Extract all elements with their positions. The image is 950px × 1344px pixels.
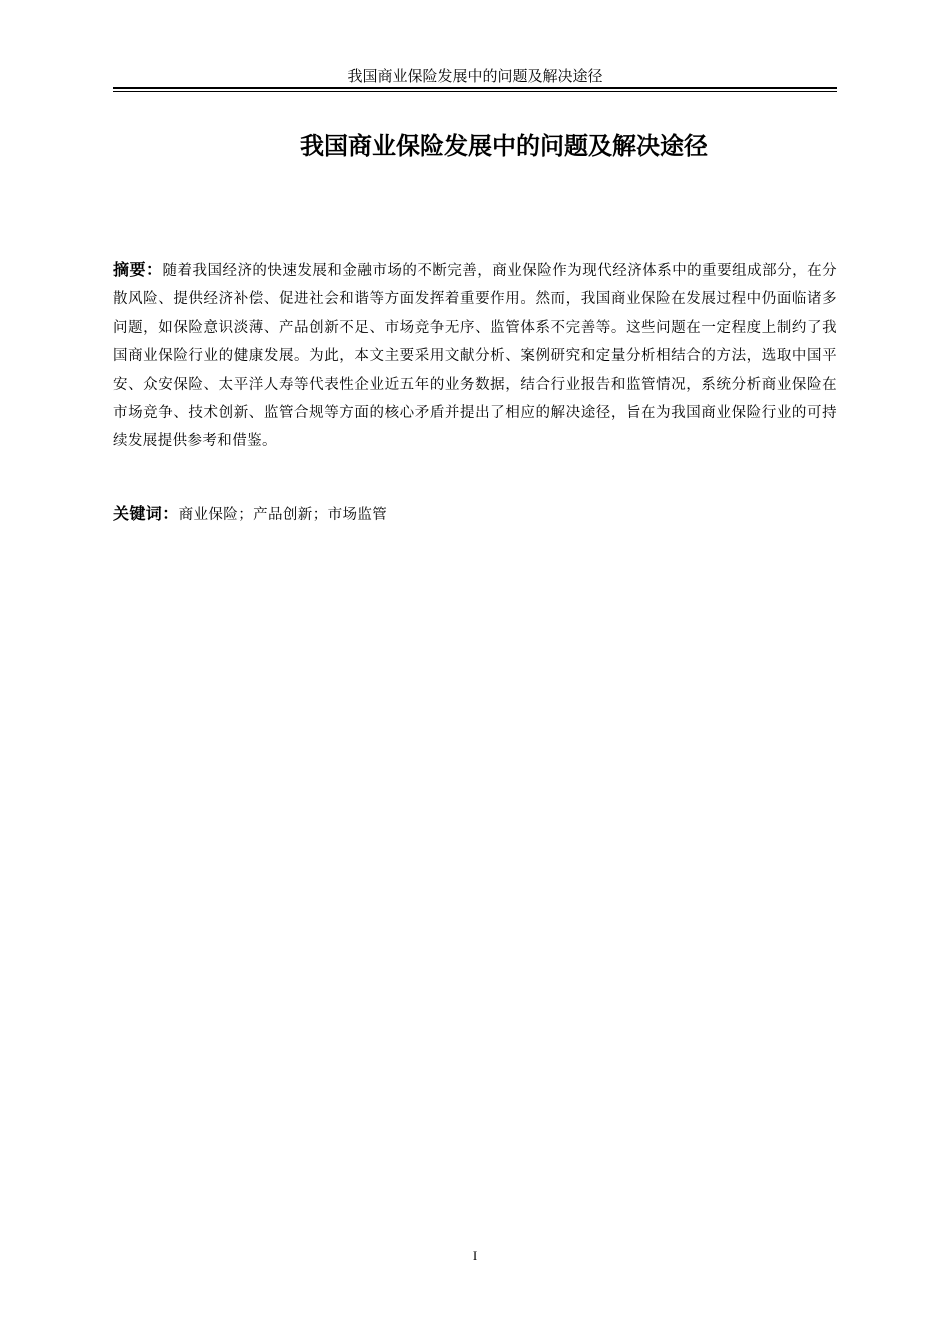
keywords-label: 关键词： (113, 504, 179, 523)
abstract-paragraph (113, 256, 837, 456)
running-header: 我国商业保险发展中的问题及解决途径 (347, 67, 603, 85)
abstract-label: 摘要： (113, 260, 163, 279)
abstract-text: 随着我国经济的快速发展和金融市场的不断完善，商业保险作为现代经济体系中的重要组成部分，在分散风险、提供经济补偿、促进社会和谐等方面发挥着重要作用。然而，我国商业保险在发展过程中仍面临诸多问题，如保险意识淡薄、产品创新不足、市场竞争无序、监管体系不完善等。这些问题在一定程度上制约了我国商业保险行业的健康发展。为此，本文主要采用文献分析、案例研究和定量分析相结合的方法，选取中国平安、众安保险、太平洋人寿等代表性企业近五年的业务数据，结合行业报告和监管情况，系统分析商业保险在市场竞争、技术创新、监管合规等方面的核心矛盾并提出了相应的解决途径，旨在为我国商业保险行业的可持续发展提供参考和借鉴。 (113, 263, 838, 450)
keywords-text: 商业保险；产品创新；市场监管 (178, 507, 388, 523)
document-title: 我国商业保险发展中的问题及解决途径 (300, 132, 708, 160)
page-number: I (472, 1248, 478, 1263)
keywords-line (113, 500, 837, 529)
header-rule (113, 87, 837, 92)
